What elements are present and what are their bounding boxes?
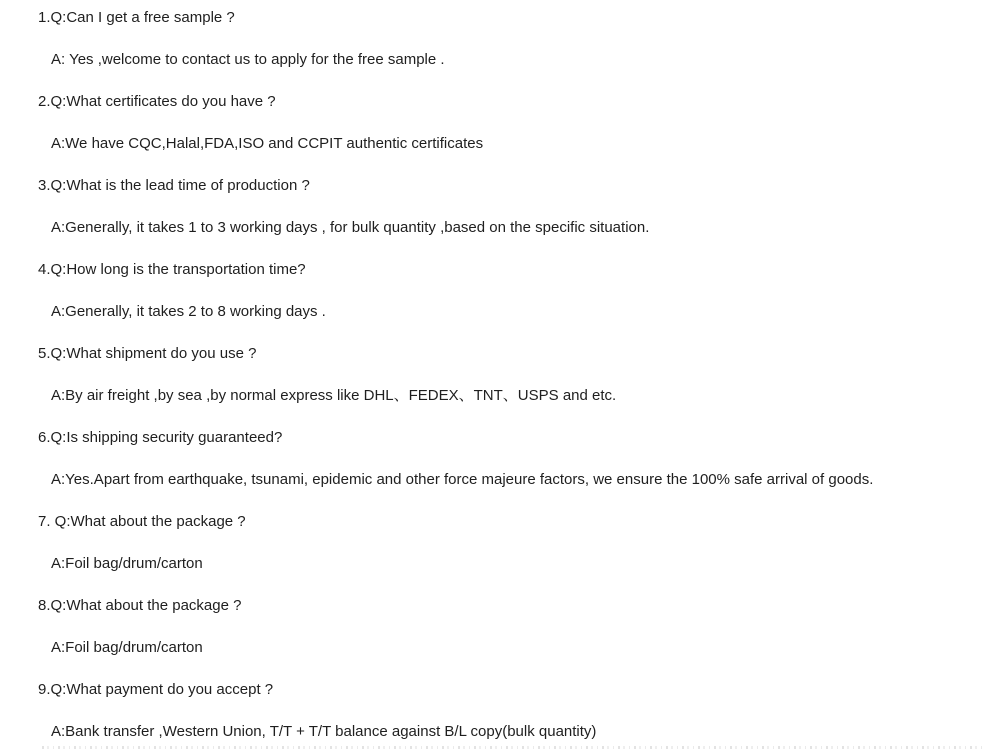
faq-answer: A:Yes.Apart from earthquake, tsunami, epidemic and other force majeure factors, we ensure the 100% safe arrival of goods. — [51, 471, 874, 488]
faq-question: 3.Q:What is the lead time of production ? — [38, 177, 310, 194]
faq-answer: A:Bank transfer ,Western Union, T/T + T/T balance against B/L copy(bulk quantity) — [51, 723, 597, 740]
faq-answer: A:Generally, it takes 1 to 3 working days , for bulk quantity ,based on the specific situation. — [51, 219, 650, 236]
faq-answer: A: Yes ,welcome to contact us to apply for the free sample . — [51, 51, 445, 68]
faq-question: 1.Q:Can I get a free sample ? — [38, 9, 235, 26]
faq-question: 2.Q:What certificates do you have ? — [38, 93, 276, 110]
faq-question: 4.Q:How long is the transportation time? — [38, 261, 306, 278]
faq-question: 8.Q:What about the package ? — [38, 597, 242, 614]
cutoff-next-line-artifact — [42, 746, 982, 749]
faq-answer: A:Generally, it takes 2 to 8 working days . — [51, 303, 326, 320]
faq-question: 7. Q:What about the package ? — [38, 513, 246, 530]
faq-answer: A:By air freight ,by sea ,by normal express like DHL、FEDEX、TNT、USPS and etc. — [51, 387, 617, 404]
faq-question: 6.Q:Is shipping security guaranteed? — [38, 429, 283, 446]
faq-question: 5.Q:What shipment do you use ? — [38, 345, 257, 362]
faq-answer: A:Foil bag/drum/carton — [51, 555, 203, 572]
faq-answer: A:Foil bag/drum/carton — [51, 639, 203, 656]
faq-answer: A:We have CQC,Halal,FDA,ISO and CCPIT authentic certificates — [51, 135, 484, 152]
faq-question: 9.Q:What payment do you accept ? — [38, 681, 274, 698]
